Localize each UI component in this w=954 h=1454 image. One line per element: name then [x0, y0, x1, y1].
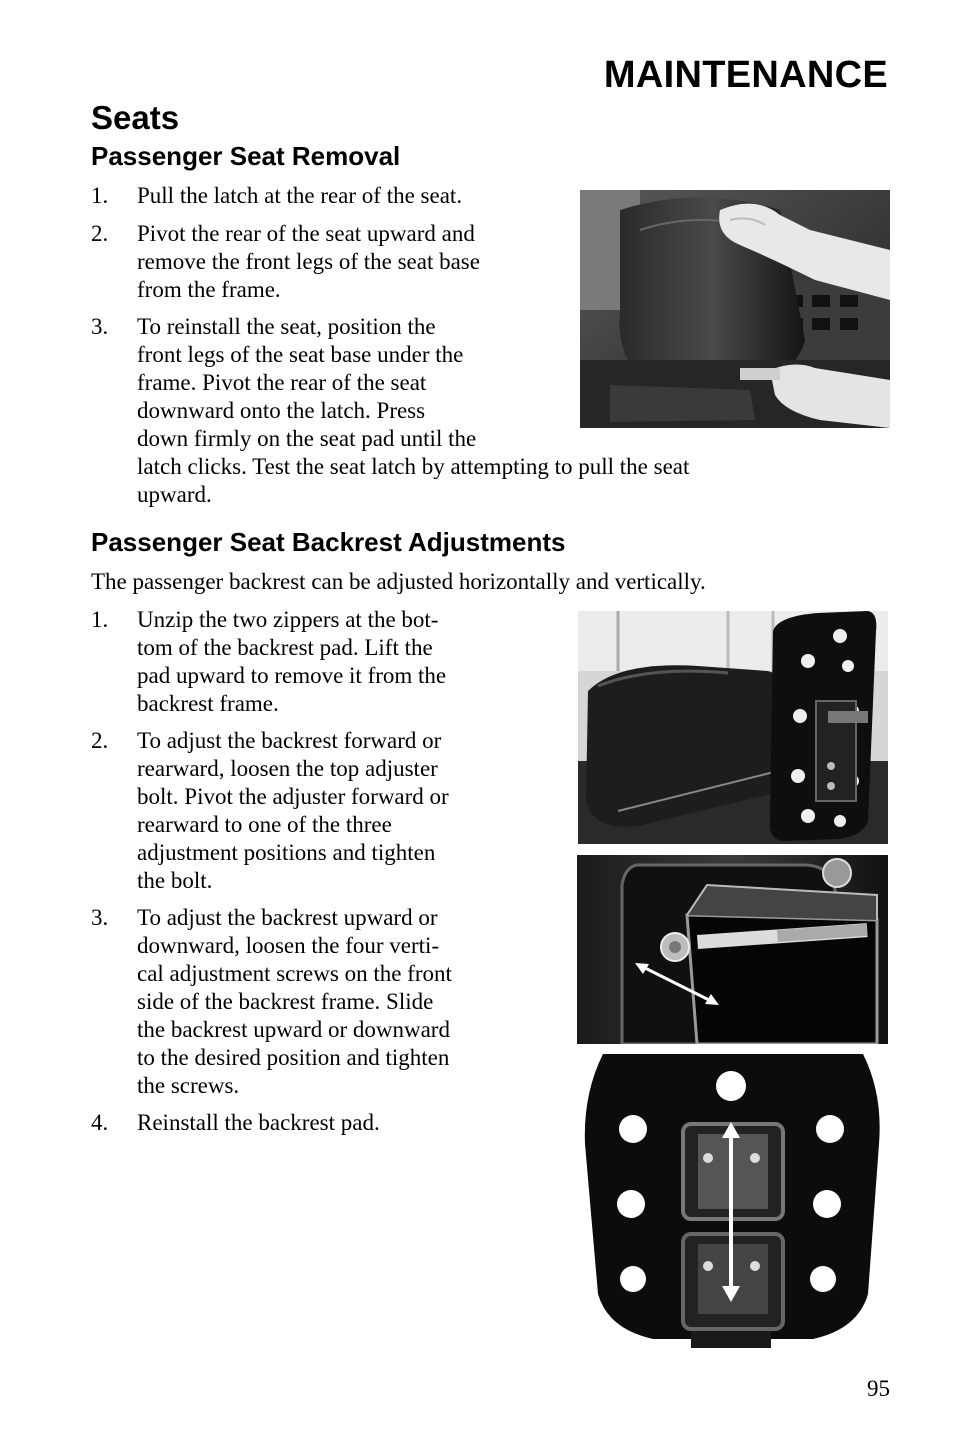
step-number: 2. — [91, 221, 109, 246]
step-number: 1. — [91, 607, 109, 632]
step-line: downward, loosen the four verti- — [137, 933, 440, 958]
backrest-intro: The passenger backrest can be adjusted horizontally and vertically. — [91, 569, 706, 594]
step-number: 3. — [91, 905, 109, 930]
step-line: side of the backrest frame. Slide — [137, 989, 434, 1014]
backrest-frame-photo — [578, 611, 888, 844]
adjuster-bolt-photo — [577, 855, 888, 1044]
section-title: Seats — [91, 99, 180, 136]
removal-heading: Passenger Seat Removal — [91, 141, 401, 171]
step-line: rearward to one of the three — [137, 812, 392, 837]
removal-step-1 — [91, 182, 571, 210]
step-line: rearward, loosen the top adjuster — [137, 756, 438, 781]
step-line: adjustment positions and tighten — [137, 840, 436, 865]
step-number: 3. — [91, 314, 109, 339]
step-line: upward. — [137, 482, 212, 507]
chapter-title: MAINTENANCE — [603, 54, 888, 96]
backrest-step-1 — [91, 606, 531, 718]
step-line: To reinstall the seat, position the — [137, 314, 436, 339]
step-line: the backrest upward or downward — [137, 1017, 450, 1042]
backrest-step-4 — [91, 1109, 531, 1137]
step-line: cal adjustment screws on the front — [137, 961, 452, 986]
step-line: bolt. Pivot the adjuster forward or — [137, 784, 449, 809]
step-line: the bolt. — [137, 868, 213, 893]
step-line: down firmly on the seat pad until the — [137, 426, 477, 451]
step-text — [137, 904, 452, 1100]
vertical-adjustment-photo — [583, 1054, 883, 1348]
step-line: Unzip the two zippers at the bot- — [137, 607, 439, 632]
seat-removal-illustration — [580, 190, 890, 428]
step-text — [137, 220, 480, 304]
step-line: tom of the backrest pad. Lift the — [137, 635, 433, 660]
step-text — [137, 727, 449, 895]
step-number: 1. — [91, 183, 109, 208]
step-number: 4. — [91, 1110, 109, 1135]
removal-step-2 — [91, 220, 571, 304]
page-number: 95 — [867, 1376, 890, 1401]
backrest-step-2 — [91, 727, 531, 897]
step-line: remove the front legs of the seat base — [137, 249, 480, 274]
step-line: downward onto the latch. Press — [137, 398, 426, 423]
step-text: Pull the latch at the rear of the seat. — [137, 183, 463, 208]
step-line: front legs of the seat base under the — [137, 342, 464, 367]
step-line: To adjust the backrest upward or — [137, 905, 438, 930]
step-line: To adjust the backrest forward or — [137, 728, 442, 753]
adjuster-bolt-illustration — [577, 855, 888, 1044]
step-line: to the desired position and tighten — [137, 1045, 450, 1070]
step-line: latch clicks. Test the seat latch by attempting to pull the seat — [137, 454, 690, 479]
vertical-adjustment-illustration — [583, 1054, 883, 1348]
step-text — [137, 606, 446, 718]
seat-removal-photo — [580, 190, 890, 428]
step-line: the screws. — [137, 1073, 240, 1098]
backrest-frame-illustration — [578, 611, 888, 844]
step-line: pad upward to remove it from the — [137, 663, 447, 688]
step-line: from the frame. — [137, 277, 281, 302]
step-line: Pivot the rear of the seat upward and — [137, 221, 475, 246]
backrest-heading: Passenger Seat Backrest Adjustments — [91, 527, 566, 557]
step-line: backrest frame. — [137, 691, 279, 716]
step-line: frame. Pivot the rear of the seat — [137, 370, 427, 395]
backrest-step-3 — [91, 904, 531, 1102]
step-text: Reinstall the backrest pad. — [137, 1110, 380, 1135]
step-number: 2. — [91, 728, 109, 753]
